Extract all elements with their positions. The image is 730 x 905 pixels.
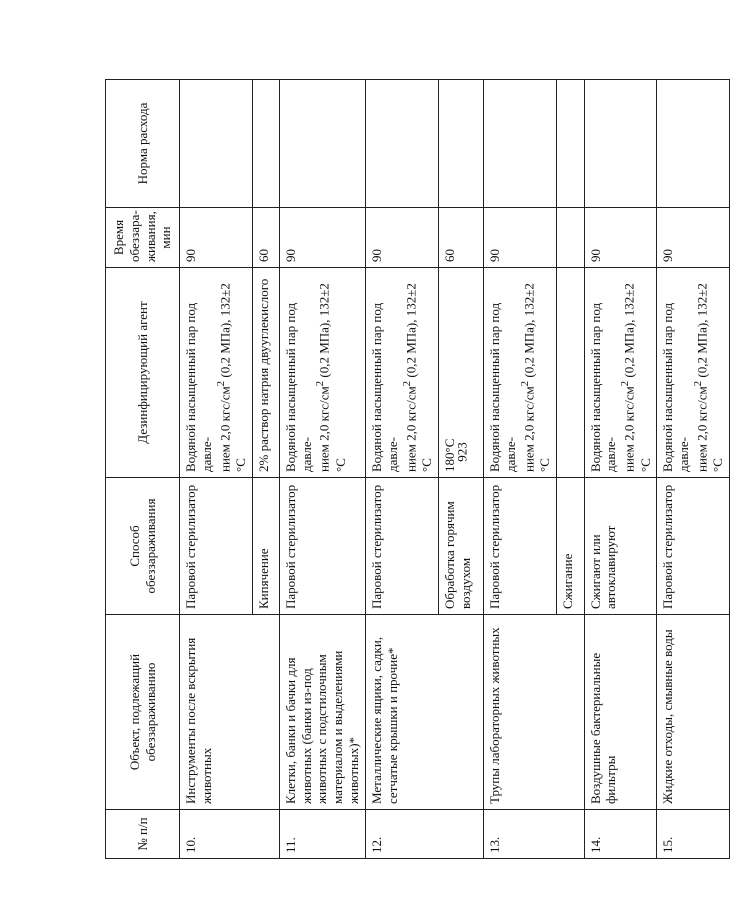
- row-object: Жидкие отходы, смывные воды: [657, 615, 730, 810]
- agent-line: (0,2 МПа), 132±2 °С: [621, 283, 653, 472]
- header-time: Время обеззара-живания, мин: [106, 208, 180, 268]
- agent-line: нием 2,0 кгс/см: [694, 386, 710, 472]
- header-num: № п/п: [106, 810, 180, 859]
- disinfection-table-container: [105, 80, 726, 859]
- row-method: Кипячение: [252, 478, 279, 615]
- agent-line: Водяной насыщенный пар под давле-: [369, 302, 400, 472]
- row-time: 60: [438, 208, 483, 268]
- agent-line: (0,2 МПа), 132±2 °С: [316, 283, 348, 472]
- row-time: 90: [366, 208, 439, 268]
- table-row: [483, 80, 556, 859]
- agent-line: (0,2 МПа), 132±2 °С: [403, 283, 434, 472]
- header-agent: Дезинфицирующий агент: [106, 268, 180, 478]
- row-norm: [657, 80, 730, 208]
- row-object: Металлические ящики, садки, сетчатые крышки и прочие*: [366, 615, 484, 810]
- agent-line: Водяной насыщенный пар под давле-: [660, 302, 692, 472]
- row-norm: [483, 80, 556, 208]
- agent-line: (0,2 МПа), 132±2 °С: [694, 283, 726, 472]
- row-agent: [556, 268, 584, 478]
- row-method: Сжигают или автоклавируют: [584, 478, 657, 615]
- row-norm: [584, 80, 657, 208]
- header-object: Объект, подлежащий обеззараживанию: [106, 615, 180, 810]
- row-time: 60: [252, 208, 279, 268]
- table-row: [657, 80, 730, 859]
- row-method: Паровой стерилизатор: [483, 478, 556, 615]
- agent-line: нием 2,0 кгс/см: [217, 386, 233, 472]
- agent-line: нием 2,0 кгс/см: [403, 386, 419, 472]
- row-number: 10.: [180, 810, 280, 859]
- agent-line: (0,2 МПа), 132±2 °С: [217, 283, 248, 472]
- agent-superscript: 2: [692, 380, 705, 387]
- header-norm: Норма расхода: [106, 80, 180, 208]
- agent-superscript: 2: [619, 380, 632, 387]
- row-agent: [180, 268, 253, 478]
- row-time: 90: [584, 208, 657, 268]
- row-number: 13.: [483, 810, 584, 859]
- agent-line: нием 2,0 кгс/см: [621, 386, 637, 472]
- row-method: Паровой стерилизатор: [279, 478, 365, 615]
- row-norm: [366, 80, 439, 208]
- agent-superscript: 2: [518, 380, 531, 387]
- row-object: Трупы лабораторных животных: [483, 615, 584, 810]
- table-row: [180, 80, 253, 859]
- row-norm: [279, 80, 365, 208]
- agent-line: Водяной насыщенный пар под давле-: [183, 302, 214, 472]
- row-agent: [366, 268, 439, 478]
- row-object: Инструменты после вскрытия животных: [180, 615, 280, 810]
- disinfection-table: [105, 79, 730, 859]
- header-row: [106, 80, 180, 859]
- agent-line: Водяной насыщенный пар под давле-: [282, 302, 314, 472]
- row-agent: [584, 268, 657, 478]
- row-norm: [252, 80, 279, 208]
- page-number: 923: [454, 442, 470, 462]
- agent-line: (0,2 МПа), 132±2 °С: [520, 283, 552, 472]
- agent-line: Водяной насыщенный пар под давле-: [486, 302, 518, 472]
- row-number: 12.: [366, 810, 484, 859]
- row-method: Обработка горячим воздухом: [438, 478, 483, 615]
- agent-superscript: 2: [314, 380, 327, 387]
- row-time: [556, 208, 584, 268]
- agent-superscript: 2: [400, 380, 413, 387]
- row-norm: [180, 80, 253, 208]
- agent-line: Водяной насыщенный пар под давле-: [587, 302, 619, 472]
- rotated-table-frame: [105, 80, 726, 859]
- row-agent: [657, 268, 730, 478]
- row-method: Паровой стерилизатор: [366, 478, 439, 615]
- row-agent: 180°С: [438, 268, 483, 478]
- row-number: 11.: [279, 810, 365, 859]
- row-object: Клетки, банки и бачки для животных (банки из-под животных с подстилочным материалом и выделениями животных)*: [279, 615, 365, 810]
- table-row: [279, 80, 365, 859]
- table-row: [584, 80, 657, 859]
- row-number: 15.: [657, 810, 730, 859]
- row-time: 90: [657, 208, 730, 268]
- row-method: Паровой стерилизатор: [180, 478, 253, 615]
- row-method: Сжигание: [556, 478, 584, 615]
- row-norm: [438, 80, 483, 208]
- row-agent: [483, 268, 556, 478]
- table-row: [366, 80, 439, 859]
- row-agent: [279, 268, 365, 478]
- row-time: 90: [279, 208, 365, 268]
- row-number: 14.: [584, 810, 657, 859]
- row-time: 90: [180, 208, 253, 268]
- row-time: 90: [483, 208, 556, 268]
- row-norm: [556, 80, 584, 208]
- row-method: Паровой стерилизатор: [657, 478, 730, 615]
- row-agent: 2% раствор натрия двууглекислого: [252, 268, 279, 478]
- agent-line: нием 2,0 кгс/см: [520, 386, 536, 472]
- row-object: Воздушные бактериальные фильтры: [584, 615, 657, 810]
- agent-superscript: 2: [214, 380, 227, 387]
- header-method: Способ обеззараживания: [106, 478, 180, 615]
- agent-line: нием 2,0 кгс/см: [316, 386, 332, 472]
